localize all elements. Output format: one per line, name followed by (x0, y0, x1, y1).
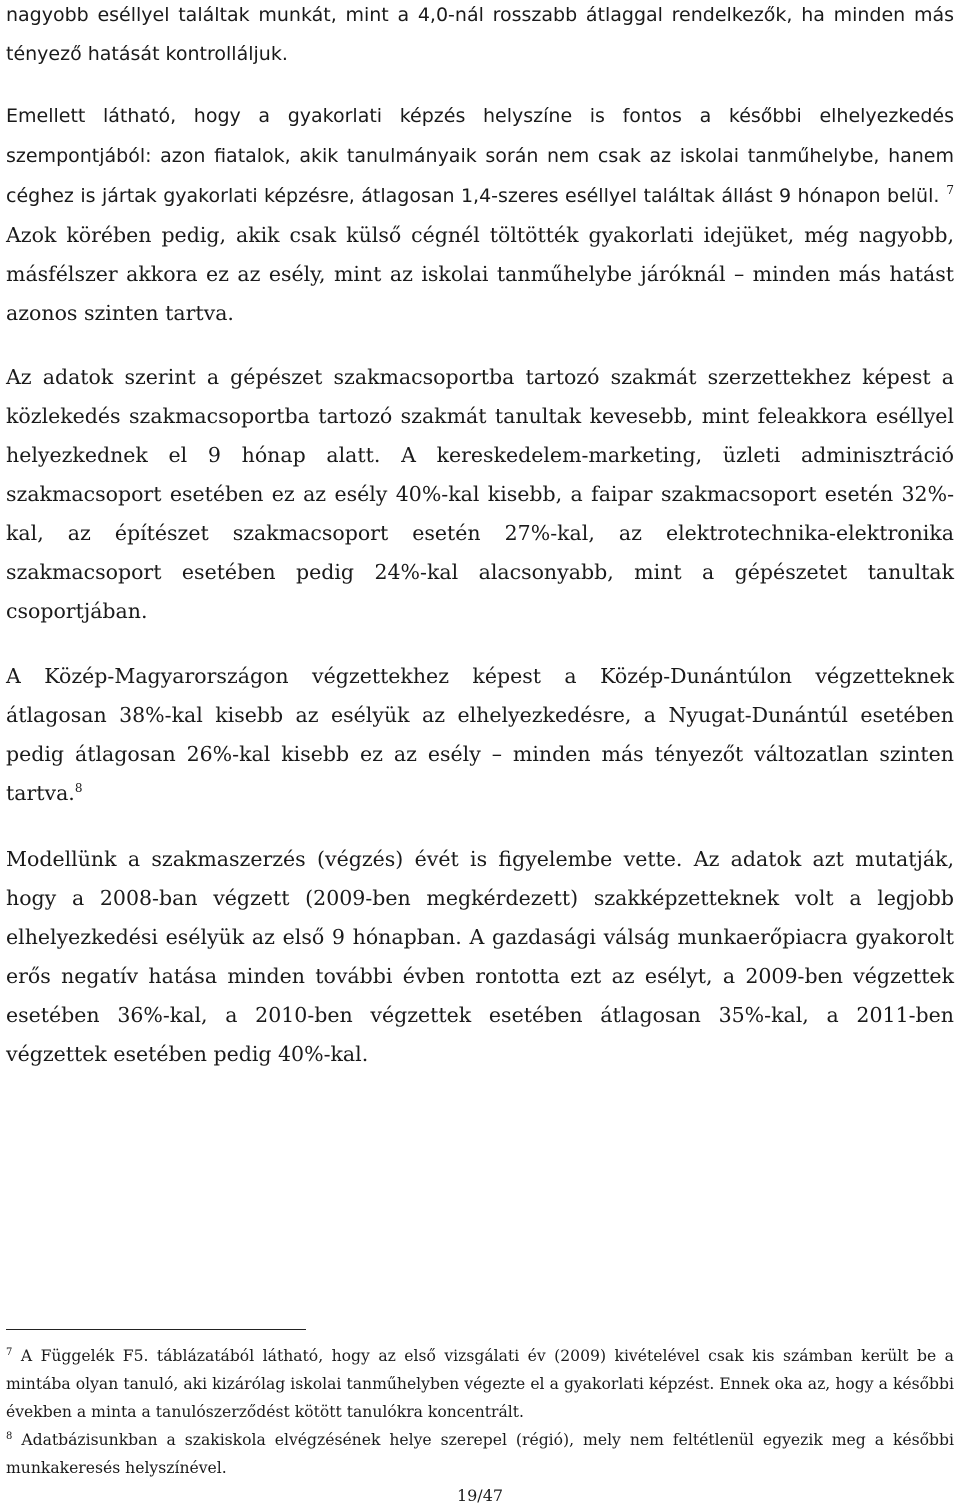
paragraph-4-text: A Közép-Magyarországon végzettekhez képest a Közép-Dunántúlon végzetteknek átlagosan 38%-kal kisebb az esélyük az elhelyezkedésre, a Nyugat-Dunántúl esetében pedig átlagosan 26%-kal kisebb ez az esély – minden más tényezőt változatlan szinten tartva. (6, 664, 954, 805)
paragraph-2 (6, 96, 954, 333)
footnote-number-8: 8 (6, 1430, 13, 1442)
footnote-8-text: Adatbázisunkban a szakiskola elvégzésének helye szerepel (régió), mely nem feltétlenül egyezik meg a későbbi munkakeresés helyszínével. (6, 1431, 954, 1477)
footnote-ref-7[interactable]: 7 (946, 183, 954, 198)
page-number: 19/47 (456, 1486, 504, 1505)
footnote-7 (6, 1342, 954, 1426)
paragraph-2-part-b: Azok körében pedig, akik csak külső cégnél töltötték gyakorlati idejüket, még nagyobb, másfélszer akkora ez az esély, mint az iskolai tanműhelybe járóknál – minden más hatást azonos szinten tartva. (6, 223, 954, 325)
footnote-divider (6, 1329, 306, 1330)
paragraph-3: Az adatok szerint a gépészet szakmacsoportba tartozó szakmát szerzettekhez képest a közlekedés szakmacsoportba tartozó szakmát tanultak kevesebb, mint feleakkora eséllyel helyezkednek el 9 hónap alatt. A kereskedelem-marketing, üzleti adminisztráció szakmacsoport esetében ez az esély 40%-kal kisebb, a faipar szakmacsoport esetén 32%-kal, az építészet szakmacsoport esetén 27%-kal, az elektrotechnika-elektronika szakmacsoport esetében pedig 24%-kal alacsonyabb, mint a gépészetet tanultak csoportjában. (6, 365, 954, 623)
footnotes-section (6, 1342, 954, 1482)
footnote-number-7: 7 (6, 1346, 13, 1358)
paragraph-1: nagyobb eséllyel találtak munkát, mint a 4,0-nál rosszabb átlaggal rendelkezők, ha minden más tényező hatását kontrolláljuk. (6, 4, 954, 65)
footnote-ref-8[interactable]: 8 (74, 781, 83, 796)
paragraph-5: Modellünk a szakmaszerzés (végzés) évét is figyelembe vette. Az adatok azt mutatják, hogy a 2008-ban végzett (2009-ben megkérdezett) szakképzetteknek volt a legjobb elhelyezkedési esélyük az első 9 hónapban. A gazdasági válság munkaerőpiacra gyakorolt erős negatív hatása minden további évben rontotta ezt az esélyt, a 2009-ben végzettek esetében 36%-kal, a 2010-ben végzettek esetében átlagosan 35%-kal, a 2011-ben végzettek esetében pedig 40%-kal. (6, 847, 954, 1066)
footnote-8 (6, 1426, 954, 1482)
footnote-7-text: A Függelék F5. táblázatából látható, hogy az első vizsgálati év (2009) kivételével csak kis számban került be a mintába olyan tanuló, aki kizárólag iskolai tanműhelyben végezte el a gyakorlati képzést. Ennek oka az, hogy a későbbi években a minta a tanulószerződést kötött tanulókra koncentrált. (6, 1347, 954, 1421)
paragraph-2-part-a: Emellett látható, hogy a gyakorlati képzés helyszíne is fontos a későbbi elhelyezkedés szempontjából: azon fiatalok, akik tanulmányaik során nem csak az iskolai tanműhelybe, hanem céghez is jártak gyakorlati képzésre, átlagosan 1,4-szeres eséllyel találtak állást 9 hónapon belül. (6, 105, 954, 207)
paragraph-4 (6, 657, 954, 813)
